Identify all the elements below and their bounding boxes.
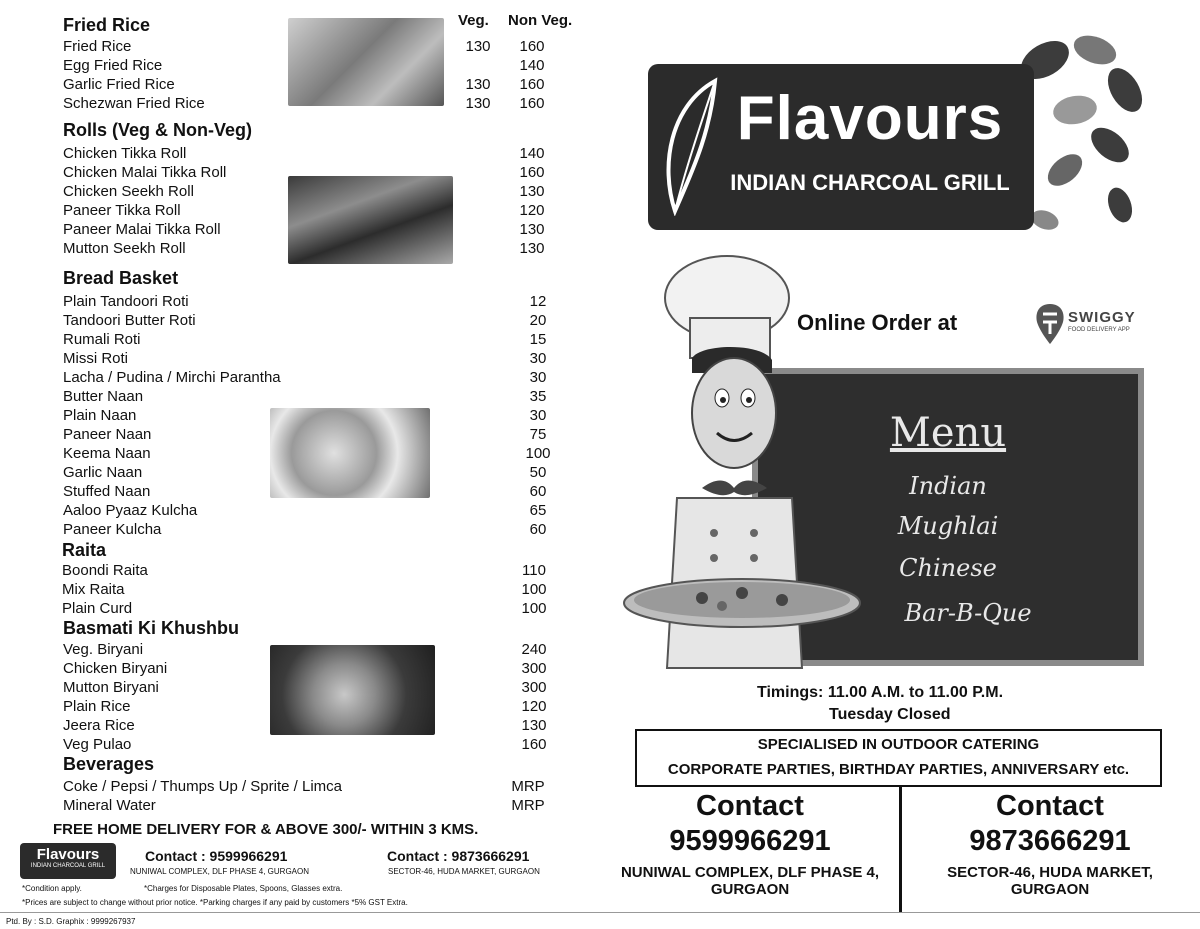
price: 100 xyxy=(525,445,551,462)
raita-title: Raita xyxy=(62,540,107,560)
price: 240 xyxy=(521,641,547,658)
menu-item: Chicken Seekh Roll xyxy=(63,183,194,200)
menu-item: Coke / Pepsi / Thumps Up / Sprite / Limca xyxy=(63,778,343,795)
menu-item: Rumali Roti xyxy=(63,331,141,348)
price: 100 xyxy=(521,600,547,617)
fried-rice-photo xyxy=(288,18,444,106)
brand-logo xyxy=(648,64,1034,230)
price: 130 xyxy=(519,183,545,200)
menu-item: Paneer Kulcha xyxy=(63,521,162,538)
catering-box xyxy=(635,729,1162,787)
menu-item: Lacha / Pudina / Mirchi Parantha xyxy=(63,369,281,386)
basmati-title: Basmati Ki Khushbu xyxy=(63,618,240,638)
board-line-chinese: Chinese xyxy=(899,554,997,582)
rolls-prices xyxy=(512,144,552,258)
menu-item: Paneer Naan xyxy=(63,426,152,443)
menu-item: Butter Naan xyxy=(63,388,144,405)
contact-phone: 9873666291 xyxy=(969,825,1131,857)
contact-label: Contact xyxy=(996,790,1104,822)
contact-address-line1: NUNIWAL COMPLEX, DLF PHASE 4, xyxy=(620,864,880,881)
nonveg-column-header: Non Veg. xyxy=(508,12,573,29)
price: 160 xyxy=(519,164,545,181)
menu-item: Paneer Tikka Roll xyxy=(63,202,181,219)
contact-phone: 9599966291 xyxy=(669,825,831,857)
menu-item: Plain Rice xyxy=(63,698,131,715)
closed-day-text: Tuesday Closed xyxy=(829,706,951,723)
nonveg-price: 160 xyxy=(519,76,545,93)
price: 75 xyxy=(529,426,547,443)
nonveg-price: 160 xyxy=(519,95,545,112)
menu-item: Tandoori Butter Roti xyxy=(63,312,196,329)
fried-rice-title: Fried Rice xyxy=(63,15,151,35)
biryani-photo xyxy=(270,645,435,735)
fried-rice-veg-prices xyxy=(458,37,498,113)
contact-card-1 xyxy=(600,790,900,898)
catering-line-2: CORPORATE PARTIES, BIRTHDAY PARTIES, ANNIVERSARY etc. xyxy=(667,761,1130,778)
menu-item: Missi Roti xyxy=(63,350,129,367)
condition-note: *Condition apply. xyxy=(22,884,82,893)
price: 120 xyxy=(519,202,545,219)
menu-item: Garlic Fried Rice xyxy=(63,76,175,93)
board-title: Menu xyxy=(889,410,1007,456)
delivery-banner: FREE HOME DELIVERY FOR & ABOVE 300/- WITHIN 3 KMS. xyxy=(53,821,479,838)
footer-address-2: SECTOR-46, HUDA MARKET, GURGAON xyxy=(388,867,540,876)
footer-logo xyxy=(20,843,116,879)
menu-item: Mutton Biryani xyxy=(63,679,159,696)
price: 60 xyxy=(529,483,547,500)
chef-illustration xyxy=(622,248,872,680)
price: 50 xyxy=(529,464,547,481)
menu-item: Stuffed Naan xyxy=(63,483,151,500)
bread-prices xyxy=(518,292,558,539)
basmati-list xyxy=(63,640,167,754)
board-line-bbq: Bar-B-Que xyxy=(904,599,1032,627)
footer-logo-sub: INDIAN CHARCOAL GRILL xyxy=(30,863,106,869)
raita-prices xyxy=(514,561,554,618)
menu-item: Egg Fried Rice xyxy=(63,57,163,74)
basmati-prices xyxy=(514,640,554,754)
price: 30 xyxy=(529,369,547,386)
price: 130 xyxy=(519,221,545,238)
veg-price: 130 xyxy=(465,95,491,112)
beverages-title: Beverages xyxy=(63,754,155,774)
swiggy-logo-text: SWIGGY xyxy=(1068,309,1136,326)
price: 300 xyxy=(521,660,547,677)
price: 20 xyxy=(529,312,547,329)
menu-item: Plain Curd xyxy=(62,600,133,617)
footer-contact-2: Contact : 9873666291 xyxy=(387,848,530,864)
contact-address-line2: GURGAON xyxy=(1010,881,1090,898)
price: 60 xyxy=(529,521,547,538)
price: 65 xyxy=(529,502,547,519)
bread-list xyxy=(63,292,281,539)
price: 120 xyxy=(521,698,547,715)
price: 160 xyxy=(521,736,547,753)
price: MRP xyxy=(511,778,545,795)
price: 12 xyxy=(529,293,547,310)
veg-price: 130 xyxy=(465,38,491,55)
footer-divider xyxy=(0,912,1200,913)
menu-item: Mix Raita xyxy=(62,581,125,598)
menu-item: Jeera Rice xyxy=(63,717,135,734)
price: 15 xyxy=(529,331,547,348)
rolls-list xyxy=(63,144,226,258)
menu-item: Boondi Raita xyxy=(62,562,148,579)
nonveg-price: 160 xyxy=(519,38,545,55)
prices-note: *Prices are subject to change without prior notice. *Parking charges if any paid by customers *5% GST Extra. xyxy=(22,898,408,907)
price: 110 xyxy=(522,562,546,579)
rolls-photo xyxy=(288,176,453,264)
price: 35 xyxy=(529,388,547,405)
board-line-mughlai: Mughlai xyxy=(897,512,999,540)
board-line-indian: Indian xyxy=(909,472,987,500)
nonveg-price: 140 xyxy=(519,57,545,74)
contact-address-line2: GURGAON xyxy=(710,881,790,898)
veg-column-header: Veg. xyxy=(458,12,489,29)
price: 30 xyxy=(529,350,547,367)
veg-price xyxy=(458,56,498,75)
brand-tagline: INDIAN CHARCOAL GRILL xyxy=(730,170,1010,195)
timings-text: Timings: 11.00 A.M. to 11.00 P.M. xyxy=(757,684,1004,701)
price: 130 xyxy=(521,717,547,734)
price: 140 xyxy=(519,145,545,162)
footer-logo-name: Flavours xyxy=(36,846,100,863)
charges-note: *Charges for Disposable Plates, Spoons, Glasses extra. xyxy=(144,884,343,893)
menu-item: Chicken Malai Tikka Roll xyxy=(63,164,227,181)
catering-line-1: SPECIALISED IN OUTDOOR CATERING xyxy=(757,736,1040,753)
menu-item: Garlic Naan xyxy=(63,464,143,481)
printer-credit: Ptd. By : S.D. Graphix : 9999267937 xyxy=(6,917,136,926)
contact-label: Contact xyxy=(696,790,804,822)
menu-item: Chicken Biryani xyxy=(63,660,168,677)
swiggy-icon xyxy=(1033,302,1067,346)
price: MRP xyxy=(511,797,545,814)
fried-rice-nonveg-prices xyxy=(512,37,552,113)
menu-item: Plain Naan xyxy=(63,407,137,424)
menu-item: Veg. Biryani xyxy=(63,641,144,658)
fried-rice-list xyxy=(63,37,205,113)
menu-item: Chicken Tikka Roll xyxy=(63,145,187,162)
menu-item: Plain Tandoori Roti xyxy=(63,293,189,310)
footer-contact-1: Contact : 9599966291 xyxy=(145,848,288,864)
menu-item: Keema Naan xyxy=(63,445,151,462)
veg-price: 130 xyxy=(465,76,491,93)
menu-item: Fried Rice xyxy=(63,38,132,55)
brand-name: Flavours xyxy=(736,84,1004,153)
menu-item: Veg Pulao xyxy=(63,736,132,753)
contact-card-2 xyxy=(900,790,1200,898)
footer-address-1: NUNIWAL COMPLEX, DLF PHASE 4, GURGAON xyxy=(130,867,309,876)
swiggy-tagline: FOOD DELIVERY APP xyxy=(1068,327,1130,333)
price: 130 xyxy=(519,240,545,257)
menu-item: Schezwan Fried Rice xyxy=(63,95,205,112)
naan-photo xyxy=(270,408,430,498)
contact-address-line1: SECTOR-46, HUDA MARKET, xyxy=(947,864,1153,881)
menu-item: Mineral Water xyxy=(63,797,156,814)
price: 100 xyxy=(521,581,547,598)
online-order-text: Online Order at xyxy=(797,310,958,335)
price: 300 xyxy=(521,679,547,696)
menu-item: Mutton Seekh Roll xyxy=(63,240,186,257)
price: 30 xyxy=(529,407,547,424)
menu-item: Paneer Malai Tikka Roll xyxy=(63,221,221,238)
rolls-title: Rolls (Veg & Non-Veg) xyxy=(63,120,253,140)
menu-item: Aaloo Pyaaz Kulcha xyxy=(63,502,198,519)
bread-title: Bread Basket xyxy=(63,268,179,288)
beverages-prices xyxy=(508,777,548,815)
beverages-list xyxy=(63,777,342,815)
raita-list xyxy=(62,561,148,618)
